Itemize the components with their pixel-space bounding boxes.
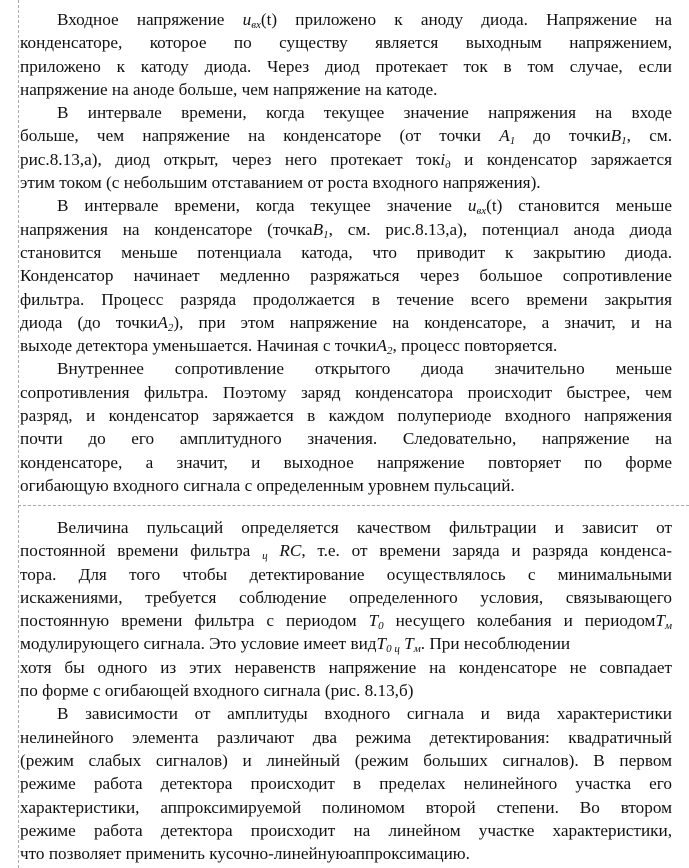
section-divider bbox=[18, 505, 689, 506]
text-line: сопротивления фильтра. Поэтому заряд конденсатора происходит быстрее, чем bbox=[20, 382, 672, 402]
math-symbol: $u_{вх}$ bbox=[467, 196, 487, 218]
text-line: Величина пульсаций определяется качеством фильтрации и зависит от bbox=[57, 518, 672, 537]
text-line: постоянную времени фильтра с периодом $T_0$ несущего колебания и периодомT$_м$ bbox=[20, 611, 672, 633]
text-block-2 bbox=[20, 516, 672, 865]
left-margin-guide bbox=[18, 0, 19, 868]
math-symbol: $T_0$ bbox=[368, 611, 384, 633]
text-line: тора. Для того чтобы детектирование осуществлялось с минимальными bbox=[20, 564, 672, 584]
text-line: напряжения на конденсаторе (точкаB$_1$, см. рис.8.13,а), потенциал анода диода bbox=[20, 219, 673, 241]
text-line: хотя бы одного из этих неравенств напряжение на конденсаторе не совпадает bbox=[20, 657, 672, 677]
text-line: Входное напряжение $u_{вх}(t)$ приложено к аноду диода. Напряжение на bbox=[57, 10, 672, 31]
text-line: напряжение на аноде больше, чем напряжение на катоде. bbox=[20, 79, 438, 99]
text-line: режиме работа детектора происходит на линейном участке характеристики, bbox=[20, 820, 672, 840]
text-line: модулирующего сигнала. Это условие имеет видT$_{0 ц}$ $T_м$. При несоблюдении bbox=[20, 634, 571, 656]
math-symbol: $A_1$ bbox=[499, 126, 516, 148]
text-line: конденсаторе, а значит, и выходное напряжение повторяет по форме bbox=[20, 452, 672, 472]
text-line: В зависимости от амплитуды входного сигнала и вида характеристики bbox=[57, 704, 672, 724]
math-symbol: $A_2$ bbox=[157, 312, 174, 334]
text-line: этим током (с небольшим отставанием от роста входного напряжения). bbox=[20, 173, 541, 193]
text-line: что позволяет применить кусочно-линейнуюаппроксимацию. bbox=[20, 844, 470, 864]
text-line: постоянной времени фильтра $_ц$ RC, т.е. от времени заряда и разряда конденса- bbox=[20, 541, 673, 563]
text-line: искажениями, требуется соблюдение определенного условия, связывающего bbox=[20, 587, 672, 607]
text-line: В интервале времени, когда текущее значение $u_{вх}(t)$ становится меньше bbox=[57, 196, 672, 218]
text-line: В интервале времени, когда текущее значение напряжения на входе bbox=[57, 103, 672, 123]
text-line: нелинейного элемента различают два режима детектирования: квадратичный bbox=[20, 727, 672, 747]
text-line: рис.8.13,а), диод открыт, через него протекает токi$_д$ и конденсатор заряжается bbox=[20, 149, 672, 171]
text-line: характеристики, аппроксимируемой полиномом второй степени. Во втором bbox=[20, 797, 672, 817]
text-line: почти до его амплитудного значения. Следовательно, напряжение на bbox=[20, 429, 672, 449]
text-line: (режим слабых сигналов) и линейный (режим больших сигналов). В первом bbox=[20, 750, 672, 770]
math-symbol: $T_м$ bbox=[404, 634, 421, 656]
text-line: больше, чем напряжение на конденсаторе (от точки $A_1$ до точкиB$_1$, см. bbox=[20, 126, 673, 148]
math-symbol: ц bbox=[262, 550, 268, 563]
text-line: огибающую входного сигнала с определенным уровнем пульсаций. bbox=[20, 475, 515, 495]
text-line: становится меньше потенциала катода, что приводит к закрытию диода. bbox=[20, 242, 672, 262]
text-line: приложено к катоду диода. Через диод протекает ток в том случае, если bbox=[20, 56, 672, 76]
text-line: фильтра. Процесс разряда продолжается в течение всего времени закрытия bbox=[20, 289, 672, 309]
text-line: разряд, и конденсатор заряжается в каждом полупериоде входного напряжения bbox=[20, 406, 672, 426]
text-line: Внутреннее сопротивление открытого диода значительно меньше bbox=[57, 359, 672, 379]
math-symbol: $u_{вх}$ bbox=[242, 10, 261, 31]
math-symbol: $i_д$ bbox=[440, 149, 451, 171]
text-line: по форме с огибающей входного сигнала (рис. 8.13,б) bbox=[20, 681, 414, 701]
text-line: Конденсатор начинает медленно разряжаться через большое сопротивление bbox=[20, 266, 672, 286]
text-block-1 bbox=[20, 8, 672, 497]
text-line: конденсаторе, которое по существу является выходным напряжением, bbox=[20, 33, 672, 53]
math-symbol: $B_1$ bbox=[312, 219, 329, 241]
math-symbol: $A_2$ bbox=[376, 336, 393, 358]
math-symbol: RC bbox=[279, 541, 302, 561]
text-line: режиме работа детектора происходит в пределах нелинейного участка его bbox=[20, 774, 672, 794]
math-symbol: $B_1$ bbox=[610, 126, 627, 148]
math-symbol: $T_м$ bbox=[655, 611, 672, 633]
math-symbol: $T_{0 ц}$ bbox=[376, 634, 400, 656]
text-line: выходе детектора уменьшается. Начиная с точкиA$_2$, процесс повторяется. bbox=[20, 336, 558, 358]
text-line: диода (до точкиA$_2$), при этом напряжение на конденсаторе, а значит, и на bbox=[20, 312, 673, 334]
